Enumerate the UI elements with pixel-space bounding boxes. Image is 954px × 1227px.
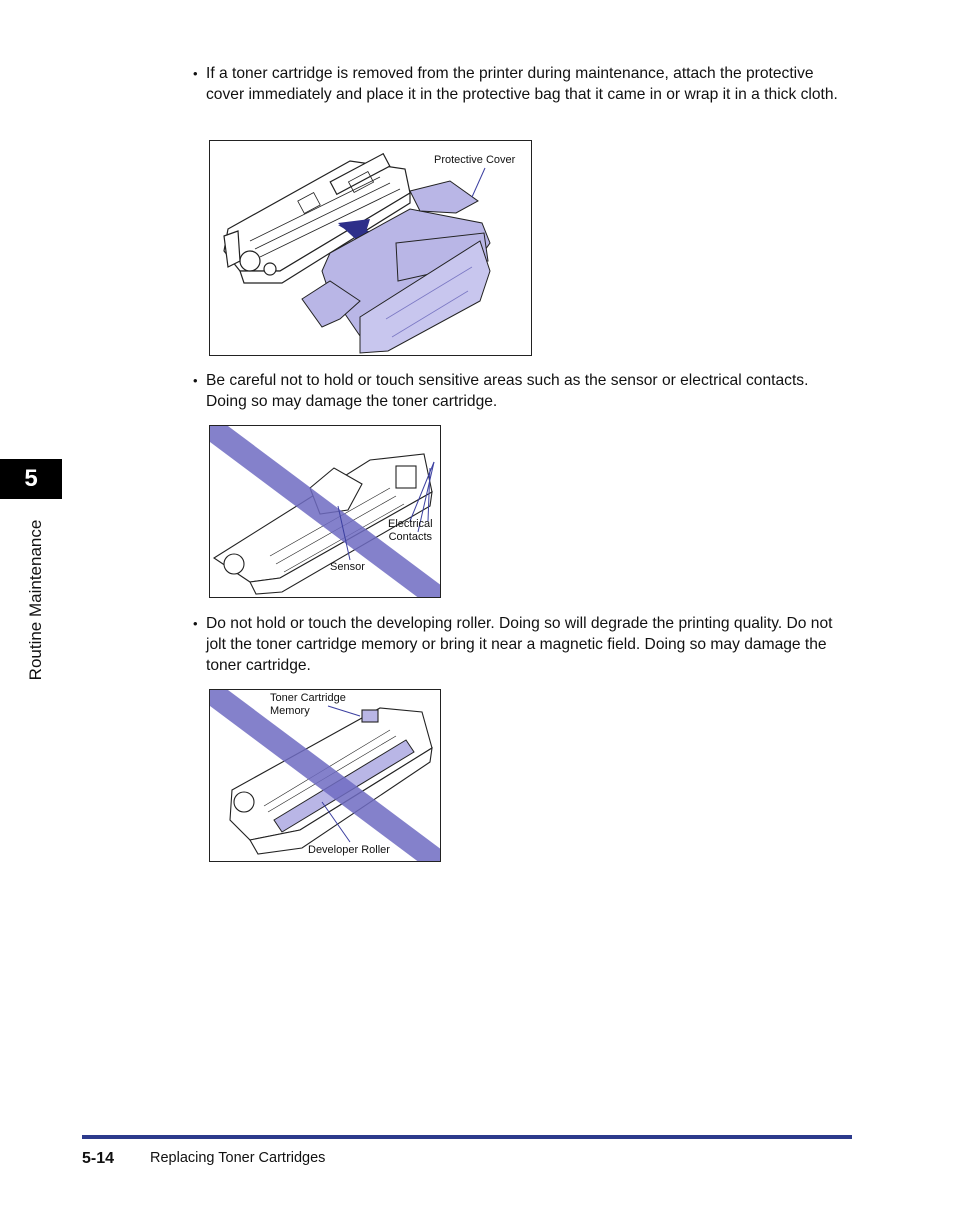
- figure-roller-memory: [209, 689, 441, 862]
- chapter-tab: 5: [0, 459, 62, 499]
- bullet-text: If a toner cartridge is removed from the printer during maintenance, attach the protective cover immediately and place it in the protective bag that it came in or wrap it in a thick cloth.: [206, 65, 838, 103]
- figure-sensitive-areas: [209, 425, 441, 598]
- callout-sensor: Sensor: [330, 561, 365, 573]
- bullet-protective-cover: [193, 63, 853, 105]
- bullet-text: Be careful not to hold or touch sensitive areas such as the sensor or electrical contacts. Doing so may damage the toner cartridge.: [206, 372, 809, 410]
- bullet-marker: •: [193, 616, 198, 631]
- callout-memory-line2: Memory: [270, 705, 310, 717]
- bullet-marker: •: [193, 66, 198, 81]
- figure-protective-cover: [209, 140, 532, 356]
- callout-memory-line1: Toner Cartridge: [270, 692, 346, 704]
- callout-toner-cartridge-memory: [270, 692, 346, 718]
- callout-developer-roller: Developer Roller: [308, 844, 390, 856]
- page-number: 5-14: [82, 1150, 115, 1167]
- toner-cartridge-with-cover-illustration: [210, 141, 531, 355]
- bullet-sensitive-areas: [193, 370, 853, 412]
- callout-electrical-contacts-line1: Electrical: [388, 518, 433, 530]
- bullet-text: Do not hold or touch the developing roller. Doing so will degrade the printing quality. Do not jolt the toner cartridge memory or bring it near a magnetic field. Doing so may damage the toner cartridge.: [206, 615, 833, 674]
- toner-cartridge-prohibited-illustration: [210, 426, 440, 597]
- bullet-marker: •: [193, 373, 198, 388]
- bullet-developing-roller: [193, 613, 853, 676]
- footer-rule: [82, 1135, 852, 1139]
- callout-electrical-contacts: [388, 518, 433, 544]
- callout-electrical-contacts-line2: Contacts: [388, 531, 433, 543]
- footer-section-title: Replacing Toner Cartridges: [150, 1150, 326, 1166]
- chapter-title-vertical: Routine Maintenance: [26, 519, 45, 681]
- callout-protective-cover: Protective Cover: [434, 154, 516, 166]
